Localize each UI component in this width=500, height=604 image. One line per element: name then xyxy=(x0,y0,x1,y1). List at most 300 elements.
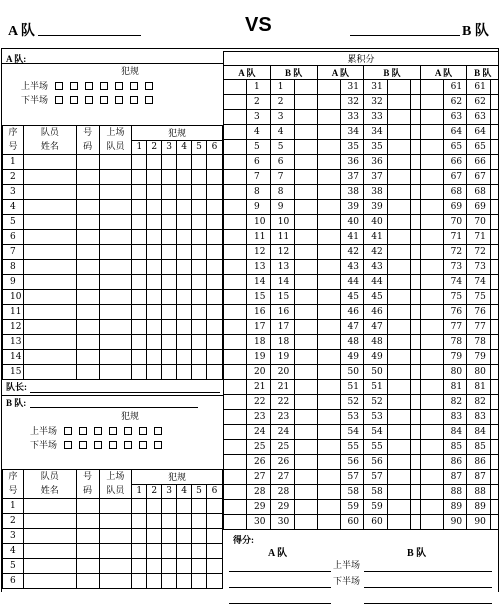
score-mark-b[interactable] xyxy=(491,275,499,290)
score-mark-a[interactable] xyxy=(224,455,247,470)
foul-cell[interactable] xyxy=(132,170,147,185)
foul-cell[interactable] xyxy=(177,350,192,365)
foul-cell[interactable] xyxy=(147,574,162,589)
on-court-cell[interactable] xyxy=(99,529,132,544)
score-mark-a[interactable] xyxy=(224,245,247,260)
score-mark-a[interactable] xyxy=(420,200,443,215)
score-mark-b[interactable] xyxy=(491,455,499,470)
player-number-cell[interactable] xyxy=(76,529,99,544)
score-mark-a[interactable] xyxy=(317,290,340,305)
score-mark-b[interactable] xyxy=(294,425,317,440)
foul-cell[interactable] xyxy=(177,544,192,559)
foul-cell[interactable] xyxy=(207,529,223,544)
score-mark-b[interactable] xyxy=(388,140,411,155)
score-mark-b[interactable] xyxy=(491,125,499,140)
foul-box[interactable] xyxy=(55,82,63,90)
score-mark-a[interactable] xyxy=(420,125,443,140)
score-mark-a[interactable] xyxy=(317,200,340,215)
score-mark-a[interactable] xyxy=(224,200,247,215)
foul-cell[interactable] xyxy=(177,574,192,589)
score-mark-b[interactable] xyxy=(294,320,317,335)
score-mark-b[interactable] xyxy=(388,365,411,380)
foul-cell[interactable] xyxy=(206,200,222,215)
score-mark-a[interactable] xyxy=(317,515,340,530)
player-name-cell[interactable] xyxy=(23,170,76,185)
score-mark-a[interactable] xyxy=(224,125,247,140)
score-mark-a[interactable] xyxy=(317,335,340,350)
score-mark-a[interactable] xyxy=(317,485,340,500)
player-name-cell[interactable] xyxy=(23,335,76,350)
foul-box[interactable] xyxy=(115,96,123,104)
score-mark-b[interactable] xyxy=(294,335,317,350)
team-b-name-line[interactable] xyxy=(350,35,460,36)
foul-cell[interactable] xyxy=(162,529,177,544)
score-mark-b[interactable] xyxy=(294,260,317,275)
foul-cell[interactable] xyxy=(147,275,162,290)
score-mark-a[interactable] xyxy=(224,230,247,245)
foul-cell[interactable] xyxy=(192,155,207,170)
score-mark-b[interactable] xyxy=(491,155,499,170)
foul-box[interactable] xyxy=(100,96,108,104)
foul-cell[interactable] xyxy=(192,170,207,185)
foul-cell[interactable] xyxy=(207,544,223,559)
score-mark-a[interactable] xyxy=(420,275,443,290)
score-mark-b[interactable] xyxy=(388,485,411,500)
foul-box[interactable] xyxy=(154,441,162,449)
foul-box[interactable] xyxy=(115,82,123,90)
player-number-cell[interactable] xyxy=(76,544,99,559)
score-mark-a[interactable] xyxy=(420,95,443,110)
score-mark-a[interactable] xyxy=(317,455,340,470)
on-court-cell[interactable] xyxy=(99,365,132,380)
score-mark-b[interactable] xyxy=(491,440,499,455)
foul-cell[interactable] xyxy=(192,200,207,215)
score-mark-a[interactable] xyxy=(224,485,247,500)
score-mark-a[interactable] xyxy=(224,185,247,200)
second-half-score-a-line[interactable] xyxy=(229,587,331,588)
score-mark-b[interactable] xyxy=(388,425,411,440)
score-mark-a[interactable] xyxy=(224,305,247,320)
score-mark-b[interactable] xyxy=(294,290,317,305)
foul-cell[interactable] xyxy=(207,574,223,589)
foul-cell[interactable] xyxy=(162,320,177,335)
foul-cell[interactable] xyxy=(192,260,207,275)
foul-cell[interactable] xyxy=(147,350,162,365)
foul-cell[interactable] xyxy=(147,170,162,185)
on-court-cell[interactable] xyxy=(99,335,132,350)
score-mark-b[interactable] xyxy=(491,305,499,320)
foul-cell[interactable] xyxy=(177,260,192,275)
score-mark-b[interactable] xyxy=(491,365,499,380)
foul-cell[interactable] xyxy=(162,155,177,170)
score-mark-a[interactable] xyxy=(224,440,247,455)
foul-cell[interactable] xyxy=(132,559,147,574)
score-mark-a[interactable] xyxy=(420,365,443,380)
score-mark-a[interactable] xyxy=(420,80,443,95)
player-name-cell[interactable] xyxy=(23,320,76,335)
score-mark-a[interactable] xyxy=(420,245,443,260)
score-mark-a[interactable] xyxy=(224,215,247,230)
score-mark-a[interactable] xyxy=(317,470,340,485)
score-mark-b[interactable] xyxy=(294,185,317,200)
score-mark-b[interactable] xyxy=(294,455,317,470)
foul-cell[interactable] xyxy=(192,320,207,335)
on-court-cell[interactable] xyxy=(99,170,132,185)
score-mark-a[interactable] xyxy=(317,350,340,365)
foul-cell[interactable] xyxy=(192,499,207,514)
score-mark-a[interactable] xyxy=(420,410,443,425)
foul-box[interactable] xyxy=(130,96,138,104)
foul-box[interactable] xyxy=(100,82,108,90)
foul-box[interactable] xyxy=(64,427,72,435)
foul-cell[interactable] xyxy=(177,305,192,320)
foul-box[interactable] xyxy=(154,427,162,435)
score-mark-a[interactable] xyxy=(224,515,247,530)
score-mark-a[interactable] xyxy=(224,380,247,395)
foul-box[interactable] xyxy=(124,441,132,449)
score-mark-b[interactable] xyxy=(491,470,499,485)
foul-cell[interactable] xyxy=(162,350,177,365)
score-mark-b[interactable] xyxy=(388,155,411,170)
score-mark-a[interactable] xyxy=(317,95,340,110)
score-mark-a[interactable] xyxy=(224,500,247,515)
score-mark-b[interactable] xyxy=(294,350,317,365)
foul-cell[interactable] xyxy=(206,215,222,230)
foul-box[interactable] xyxy=(109,427,117,435)
player-number-cell[interactable] xyxy=(76,320,99,335)
score-mark-a[interactable] xyxy=(317,125,340,140)
foul-cell[interactable] xyxy=(177,290,192,305)
foul-cell[interactable] xyxy=(206,365,222,380)
score-mark-a[interactable] xyxy=(317,305,340,320)
score-mark-b[interactable] xyxy=(491,515,499,530)
score-mark-b[interactable] xyxy=(388,260,411,275)
foul-cell[interactable] xyxy=(162,245,177,260)
foul-cell[interactable] xyxy=(177,185,192,200)
score-mark-b[interactable] xyxy=(491,290,499,305)
foul-cell[interactable] xyxy=(192,559,207,574)
score-mark-b[interactable] xyxy=(294,230,317,245)
score-mark-a[interactable] xyxy=(420,425,443,440)
foul-cell[interactable] xyxy=(177,275,192,290)
score-mark-a[interactable] xyxy=(317,425,340,440)
score-mark-b[interactable] xyxy=(388,515,411,530)
on-court-cell[interactable] xyxy=(99,499,132,514)
score-mark-a[interactable] xyxy=(420,395,443,410)
score-mark-a[interactable] xyxy=(224,80,247,95)
score-mark-a[interactable] xyxy=(317,80,340,95)
score-mark-b[interactable] xyxy=(388,290,411,305)
score-mark-b[interactable] xyxy=(491,110,499,125)
foul-box[interactable] xyxy=(70,96,78,104)
player-name-cell[interactable] xyxy=(23,305,76,320)
player-number-cell[interactable] xyxy=(76,290,99,305)
foul-cell[interactable] xyxy=(162,335,177,350)
score-mark-a[interactable] xyxy=(317,440,340,455)
foul-cell[interactable] xyxy=(177,514,192,529)
foul-cell[interactable] xyxy=(162,215,177,230)
player-name-cell[interactable] xyxy=(23,290,76,305)
on-court-cell[interactable] xyxy=(99,215,132,230)
foul-cell[interactable] xyxy=(132,335,147,350)
foul-cell[interactable] xyxy=(192,335,207,350)
foul-cell[interactable] xyxy=(162,290,177,305)
foul-cell[interactable] xyxy=(132,499,147,514)
foul-cell[interactable] xyxy=(132,230,147,245)
foul-cell[interactable] xyxy=(132,155,147,170)
player-number-cell[interactable] xyxy=(76,215,99,230)
foul-cell[interactable] xyxy=(147,559,162,574)
score-mark-a[interactable] xyxy=(224,110,247,125)
score-mark-b[interactable] xyxy=(294,395,317,410)
score-mark-b[interactable] xyxy=(491,320,499,335)
player-number-cell[interactable] xyxy=(76,559,99,574)
score-mark-b[interactable] xyxy=(294,140,317,155)
foul-cell[interactable] xyxy=(147,215,162,230)
score-mark-b[interactable] xyxy=(294,305,317,320)
foul-box[interactable] xyxy=(124,427,132,435)
foul-box[interactable] xyxy=(130,82,138,90)
player-name-cell[interactable] xyxy=(23,200,76,215)
foul-box[interactable] xyxy=(109,441,117,449)
player-name-cell[interactable] xyxy=(23,559,76,574)
foul-box[interactable] xyxy=(139,427,147,435)
score-mark-a[interactable] xyxy=(420,470,443,485)
foul-cell[interactable] xyxy=(206,230,222,245)
player-name-cell[interactable] xyxy=(23,155,76,170)
foul-cell[interactable] xyxy=(132,275,147,290)
foul-cell[interactable] xyxy=(147,365,162,380)
foul-cell[interactable] xyxy=(206,275,222,290)
foul-cell[interactable] xyxy=(147,245,162,260)
score-mark-a[interactable] xyxy=(420,440,443,455)
score-mark-b[interactable] xyxy=(491,500,499,515)
foul-cell[interactable] xyxy=(147,544,162,559)
foul-cell[interactable] xyxy=(132,529,147,544)
player-name-cell[interactable] xyxy=(23,215,76,230)
foul-cell[interactable] xyxy=(192,574,207,589)
score-mark-a[interactable] xyxy=(317,155,340,170)
score-mark-b[interactable] xyxy=(294,470,317,485)
player-name-cell[interactable] xyxy=(23,574,76,589)
score-mark-a[interactable] xyxy=(420,170,443,185)
foul-cell[interactable] xyxy=(147,155,162,170)
foul-cell[interactable] xyxy=(207,514,223,529)
score-mark-b[interactable] xyxy=(294,110,317,125)
player-number-cell[interactable] xyxy=(76,155,99,170)
score-mark-a[interactable] xyxy=(224,95,247,110)
score-mark-a[interactable] xyxy=(420,140,443,155)
foul-cell[interactable] xyxy=(192,230,207,245)
score-mark-a[interactable] xyxy=(224,365,247,380)
second-half-score-b-line[interactable] xyxy=(364,587,492,588)
foul-cell[interactable] xyxy=(177,559,192,574)
score-mark-a[interactable] xyxy=(317,395,340,410)
foul-cell[interactable] xyxy=(192,514,207,529)
score-mark-a[interactable] xyxy=(420,335,443,350)
player-name-cell[interactable] xyxy=(23,185,76,200)
score-mark-b[interactable] xyxy=(294,155,317,170)
score-mark-b[interactable] xyxy=(491,410,499,425)
foul-cell[interactable] xyxy=(147,185,162,200)
score-mark-b[interactable] xyxy=(388,440,411,455)
foul-cell[interactable] xyxy=(206,170,222,185)
player-name-cell[interactable] xyxy=(23,529,76,544)
score-mark-b[interactable] xyxy=(388,320,411,335)
foul-cell[interactable] xyxy=(177,215,192,230)
score-mark-b[interactable] xyxy=(388,500,411,515)
score-mark-b[interactable] xyxy=(491,230,499,245)
score-mark-a[interactable] xyxy=(420,515,443,530)
score-mark-a[interactable] xyxy=(317,365,340,380)
score-mark-b[interactable] xyxy=(388,170,411,185)
foul-cell[interactable] xyxy=(177,245,192,260)
foul-cell[interactable] xyxy=(132,305,147,320)
foul-cell[interactable] xyxy=(162,185,177,200)
foul-cell[interactable] xyxy=(162,514,177,529)
score-mark-b[interactable] xyxy=(388,215,411,230)
score-mark-b[interactable] xyxy=(388,110,411,125)
foul-cell[interactable] xyxy=(192,529,207,544)
foul-cell[interactable] xyxy=(132,245,147,260)
player-number-cell[interactable] xyxy=(76,260,99,275)
foul-cell[interactable] xyxy=(132,574,147,589)
score-mark-a[interactable] xyxy=(224,275,247,290)
on-court-cell[interactable] xyxy=(99,290,132,305)
foul-cell[interactable] xyxy=(177,320,192,335)
score-mark-b[interactable] xyxy=(294,200,317,215)
score-mark-a[interactable] xyxy=(317,140,340,155)
player-name-cell[interactable] xyxy=(23,499,76,514)
score-mark-b[interactable] xyxy=(491,350,499,365)
player-number-cell[interactable] xyxy=(76,574,99,589)
player-name-cell[interactable] xyxy=(23,365,76,380)
player-number-cell[interactable] xyxy=(76,305,99,320)
foul-cell[interactable] xyxy=(177,155,192,170)
foul-cell[interactable] xyxy=(207,559,223,574)
score-mark-b[interactable] xyxy=(491,260,499,275)
score-mark-b[interactable] xyxy=(294,245,317,260)
score-mark-b[interactable] xyxy=(388,245,411,260)
foul-cell[interactable] xyxy=(192,365,207,380)
foul-cell[interactable] xyxy=(132,365,147,380)
player-number-cell[interactable] xyxy=(76,200,99,215)
team-b-title-line[interactable] xyxy=(30,407,198,408)
score-mark-a[interactable] xyxy=(224,260,247,275)
score-mark-a[interactable] xyxy=(420,320,443,335)
score-mark-b[interactable] xyxy=(491,395,499,410)
score-mark-b[interactable] xyxy=(294,95,317,110)
score-mark-b[interactable] xyxy=(388,275,411,290)
score-mark-b[interactable] xyxy=(491,380,499,395)
score-mark-a[interactable] xyxy=(224,425,247,440)
score-mark-a[interactable] xyxy=(420,230,443,245)
on-court-cell[interactable] xyxy=(99,305,132,320)
score-mark-a[interactable] xyxy=(317,170,340,185)
foul-box[interactable] xyxy=(94,427,102,435)
team-a-name-line[interactable] xyxy=(38,35,141,36)
on-court-cell[interactable] xyxy=(99,514,132,529)
foul-cell[interactable] xyxy=(192,305,207,320)
foul-cell[interactable] xyxy=(192,290,207,305)
score-mark-b[interactable] xyxy=(294,215,317,230)
foul-cell[interactable] xyxy=(147,335,162,350)
on-court-cell[interactable] xyxy=(99,185,132,200)
foul-cell[interactable] xyxy=(162,559,177,574)
foul-cell[interactable] xyxy=(192,275,207,290)
foul-cell[interactable] xyxy=(206,260,222,275)
score-mark-a[interactable] xyxy=(317,185,340,200)
foul-cell[interactable] xyxy=(206,245,222,260)
foul-cell[interactable] xyxy=(206,305,222,320)
foul-cell[interactable] xyxy=(192,185,207,200)
score-mark-a[interactable] xyxy=(420,500,443,515)
foul-cell[interactable] xyxy=(177,499,192,514)
score-mark-a[interactable] xyxy=(420,485,443,500)
player-name-cell[interactable] xyxy=(23,544,76,559)
on-court-cell[interactable] xyxy=(99,245,132,260)
foul-cell[interactable] xyxy=(192,544,207,559)
foul-cell[interactable] xyxy=(147,305,162,320)
score-mark-b[interactable] xyxy=(294,125,317,140)
score-mark-b[interactable] xyxy=(388,335,411,350)
score-mark-a[interactable] xyxy=(420,380,443,395)
foul-cell[interactable] xyxy=(147,260,162,275)
player-number-cell[interactable] xyxy=(76,275,99,290)
score-mark-b[interactable] xyxy=(294,440,317,455)
player-number-cell[interactable] xyxy=(76,170,99,185)
score-mark-b[interactable] xyxy=(388,185,411,200)
foul-cell[interactable] xyxy=(192,245,207,260)
foul-cell[interactable] xyxy=(132,215,147,230)
foul-box[interactable] xyxy=(79,427,87,435)
on-court-cell[interactable] xyxy=(99,559,132,574)
score-mark-b[interactable] xyxy=(388,455,411,470)
score-mark-a[interactable] xyxy=(317,500,340,515)
player-name-cell[interactable] xyxy=(23,230,76,245)
score-mark-a[interactable] xyxy=(420,350,443,365)
score-mark-b[interactable] xyxy=(388,230,411,245)
on-court-cell[interactable] xyxy=(99,275,132,290)
foul-cell[interactable] xyxy=(162,365,177,380)
score-mark-a[interactable] xyxy=(317,110,340,125)
foul-cell[interactable] xyxy=(132,260,147,275)
foul-box[interactable] xyxy=(79,441,87,449)
score-mark-b[interactable] xyxy=(294,275,317,290)
player-number-cell[interactable] xyxy=(76,335,99,350)
foul-cell[interactable] xyxy=(206,335,222,350)
foul-cell[interactable] xyxy=(147,320,162,335)
on-court-cell[interactable] xyxy=(99,350,132,365)
team-a-captain-line[interactable] xyxy=(30,392,220,393)
foul-cell[interactable] xyxy=(192,350,207,365)
score-mark-b[interactable] xyxy=(388,470,411,485)
score-mark-a[interactable] xyxy=(224,470,247,485)
foul-box[interactable] xyxy=(145,96,153,104)
foul-cell[interactable] xyxy=(147,290,162,305)
score-mark-a[interactable] xyxy=(317,260,340,275)
foul-cell[interactable] xyxy=(162,499,177,514)
foul-cell[interactable] xyxy=(177,529,192,544)
score-mark-b[interactable] xyxy=(388,95,411,110)
foul-cell[interactable] xyxy=(162,200,177,215)
player-number-cell[interactable] xyxy=(76,499,99,514)
foul-cell[interactable] xyxy=(132,290,147,305)
score-mark-b[interactable] xyxy=(491,485,499,500)
score-mark-a[interactable] xyxy=(224,410,247,425)
foul-cell[interactable] xyxy=(147,499,162,514)
score-mark-a[interactable] xyxy=(420,155,443,170)
